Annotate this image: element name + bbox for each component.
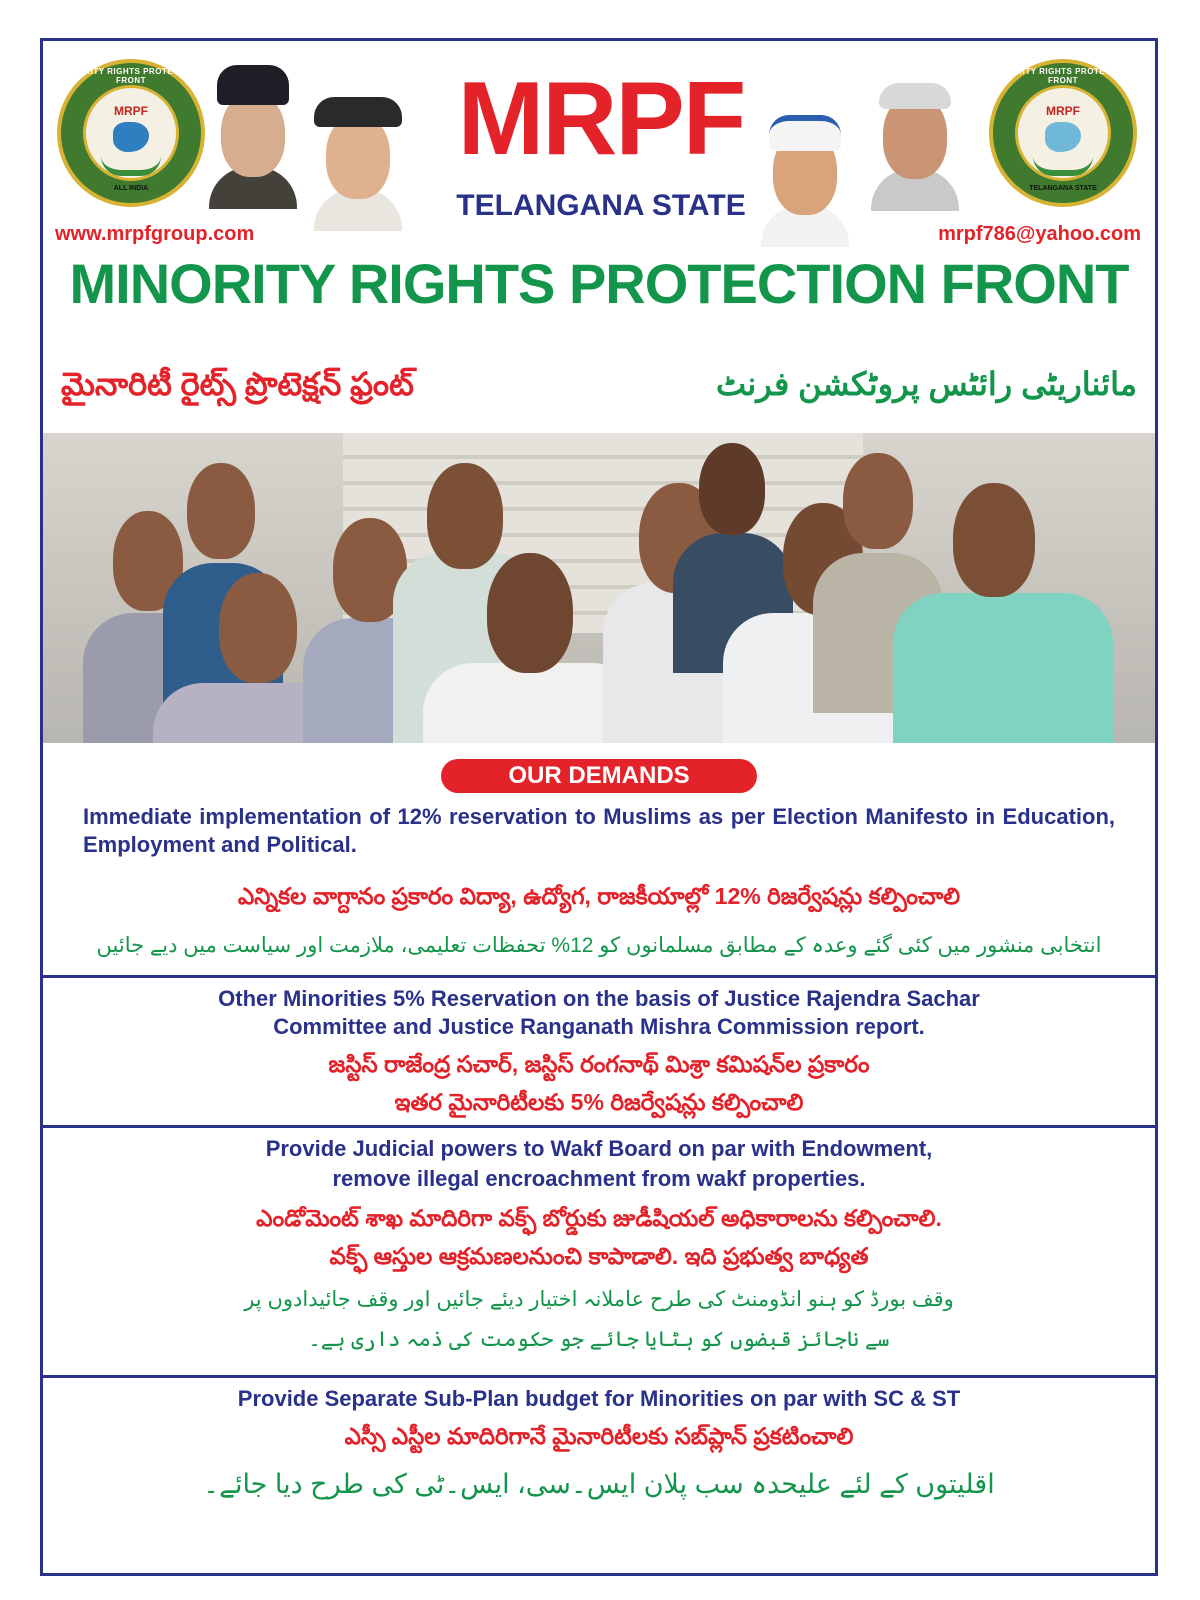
group-photo xyxy=(43,433,1155,743)
logo-center xyxy=(83,85,179,181)
demand-1-telugu: ఎన్నికల వాగ్దానం ప్రకారం విద్యా, ఉద్యోగ, రాజకీయాల్లో 12% రిజర్వేషన్లు కల్పించాలి xyxy=(237,883,961,909)
demand-2-english-line-1: Other Minorities 5% Reservation on the basis of Justice Rajendra Sachar xyxy=(218,986,980,1011)
demand-2-telugu-line-2: ఇతర మైనారిటీలకు 5% రిజర్వేషన్లు కల్పించాలి xyxy=(394,1089,804,1115)
organization-title-urdu: مائناریٹی رائٹس پروٹکشن فرنٹ xyxy=(715,366,1137,402)
demand-3-urdu-line-1: وقف بورڈ کو ہنو انڈومنٹ کی طرح عاملانہ اختیار دیئے جائیں اور وقف جائیدادوں پر xyxy=(244,1288,954,1311)
logo-center xyxy=(1015,85,1111,181)
demand-2-english-line-2: Committee and Justice Ranganath Mishra Commission report. xyxy=(273,1014,925,1039)
demand-1-english: Immediate implementation of 12% reservation to Muslims as per Election Manifesto in Education, Employment and Political. xyxy=(83,804,1115,857)
demand-1-urdu: انتخابی منشور میں کئی گئے وعدہ کے مطابق مسلمانوں کو 12% تحفظات تعلیمی، ملازمت اور سیاست میں دیے جائیں xyxy=(96,934,1102,957)
state-title: TELANGANA STATE xyxy=(456,189,746,222)
logo-ring-text: MINORITY RIGHTS PROTECTION FRONT xyxy=(993,67,1133,85)
hands-icon xyxy=(101,156,161,176)
hands-icon xyxy=(1033,156,1093,176)
demand-3-telugu-line-2: వక్ఫ్ ఆస్తుల ఆక్రమణలనుంచి కాపాడాలి. ఇది ప్రభుత్వ బాధ్యత xyxy=(329,1243,869,1269)
poster-frame xyxy=(40,38,1158,1576)
organization-title: MINORITY RIGHTS PROTECTION FRONT xyxy=(69,252,1129,315)
demand-3-english-line-2: remove illegal encroachment from wakf properties. xyxy=(332,1166,866,1191)
acronym-title: MRPF xyxy=(457,61,745,177)
demand-4-urdu: اقلیتوں کے لئے علیحدہ سب پلان ایس۔سی، ایس۔ٹی کی طرح دیا جائے۔ xyxy=(203,1469,995,1499)
portrait-right-2 xyxy=(865,61,965,211)
website-link[interactable]: www.mrpfgroup.com xyxy=(55,223,255,245)
logo-ring-text: MINORITY RIGHTS PROTECTION FRONT xyxy=(61,67,201,85)
india-map-icon xyxy=(113,122,149,152)
demand-4-telugu: ఎస్సీ ఎస్టీల మాదిరిగానే మైనారిటీలకు సబ్‌ప్లాన్ ప్రకటించాలి xyxy=(344,1423,854,1449)
demand-3-telugu-line-1: ఎండోమెంట్ శాఖ మాదిరిగా వక్ఫ్ బోర్డుకు జుడీషియల్ అధికారాలను కల్పించాలి. xyxy=(256,1205,942,1231)
mrpf-all-india-logo xyxy=(57,59,205,207)
logo-bottom-text: TELANGANA STATE xyxy=(1029,185,1097,192)
demand-4-english: Provide Separate Sub-Plan budget for Minorities on par with SC & ST xyxy=(237,1386,961,1411)
logo-bottom-text: ALL INDIA xyxy=(113,185,149,192)
portrait-right-1 xyxy=(755,97,855,247)
portrait-left-2 xyxy=(308,81,408,231)
logo-acronym: MRPF xyxy=(1046,104,1080,118)
poster-header xyxy=(43,41,1155,441)
demand-2-telugu-line-1: జస్టిస్ రాజేంద్ర సచార్, జస్టిస్ రంగనాథ్ మిశ్రా కమిషన్‌ల ప్రకారం xyxy=(328,1051,870,1077)
mrpf-telangana-logo xyxy=(989,59,1137,207)
demand-3-urdu-line-2: سے ناجائز قبضوں کو ہٹایا جائے جو حکومت کی ذمہ داری ہے۔ xyxy=(308,1328,890,1351)
our-demands-heading: OUR DEMANDS xyxy=(441,759,757,793)
telangana-map-icon xyxy=(1045,122,1081,152)
demand-3-english-line-1: Provide Judicial powers to Wakf Board on par with Endowment, xyxy=(265,1136,933,1161)
email-link[interactable]: mrpf786@yahoo.com xyxy=(938,223,1141,245)
portrait-left-1 xyxy=(203,59,303,209)
logo-acronym: MRPF xyxy=(114,104,148,118)
organization-title-telugu: మైనారిటీ రైట్స్ ప్రొటెక్షన్ ఫ్రంట్ xyxy=(61,366,414,402)
